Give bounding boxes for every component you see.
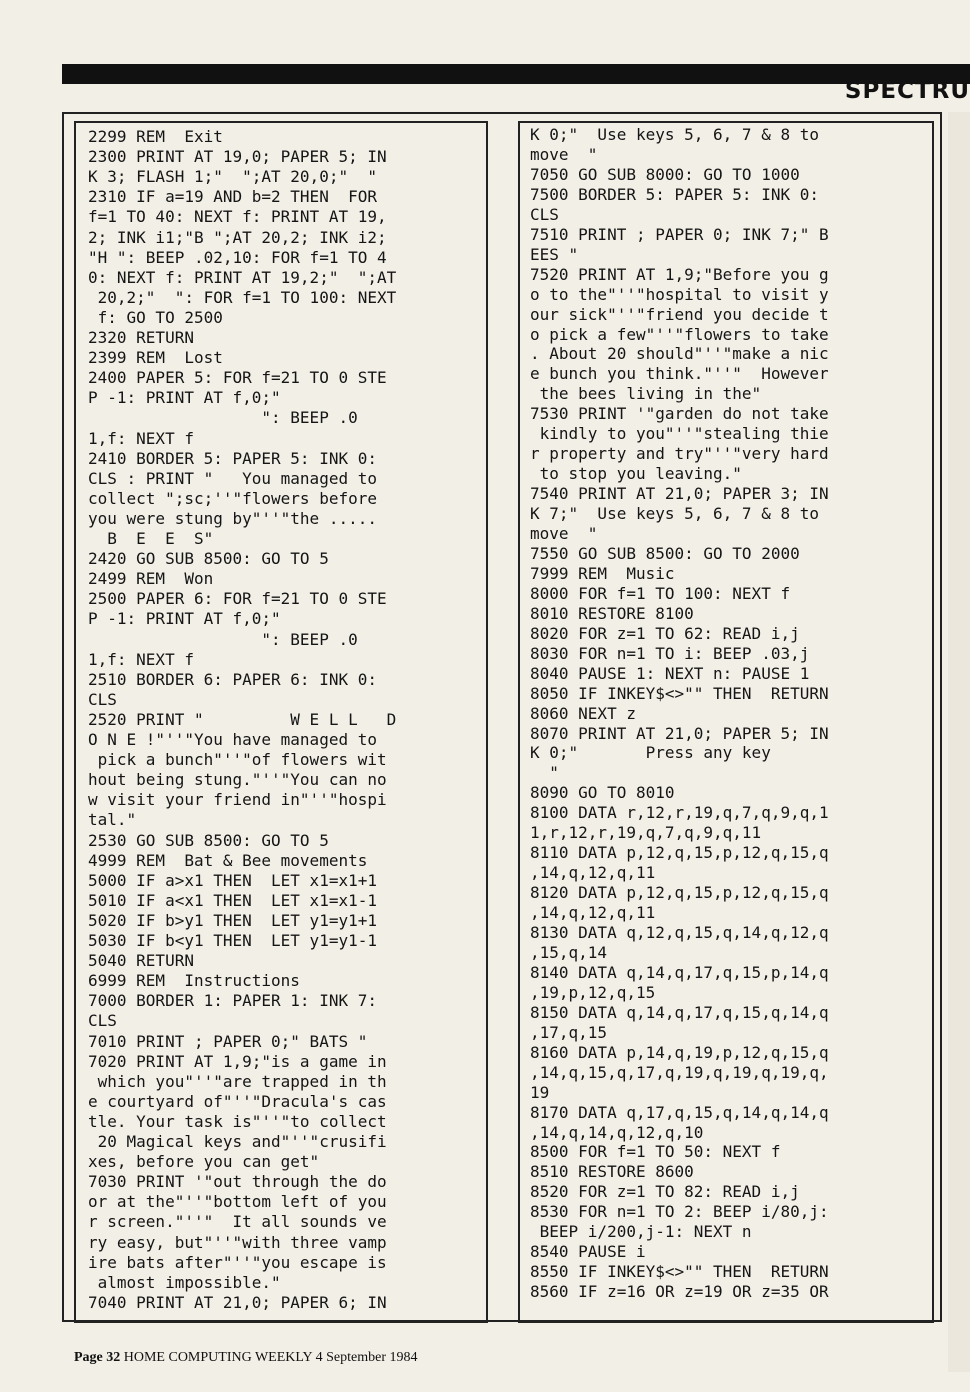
- code-line: tal.": [88, 810, 137, 830]
- code-line: 20 Magical keys and"''"crusifi: [88, 1132, 387, 1151]
- code-line: K 0;" Press any key: [530, 743, 771, 763]
- code-line: ry easy, but"''"with three vamp: [88, 1232, 387, 1252]
- code-line: 5040 RETURN: [88, 951, 194, 971]
- code-line: move ": [530, 144, 598, 164]
- page-number: Page 32: [74, 1350, 121, 1365]
- section-title: SPECTRU: [844, 78, 970, 104]
- code-line: to stop you leaving.": [530, 464, 742, 484]
- code-line: 2410 BORDER 5: PAPER 5: INK 0:: [88, 448, 377, 468]
- code-line: "H ": BEEP .02,10: FOR f=1 TO 4: [88, 247, 387, 267]
- code-line: ": BEEP .0: [88, 629, 358, 649]
- code-line: . About 20 should"''"make a nic: [530, 344, 829, 364]
- code-line: 2500 PAPER 6: FOR f=21 TO 0 STE: [88, 589, 387, 609]
- header-rule: [62, 64, 970, 84]
- code-line: 8040 PAUSE 1: NEXT n: PAUSE 1: [530, 663, 810, 683]
- code-line: BEEP i/200,j-1: NEXT n: [530, 1222, 752, 1242]
- code-line: ire bats after"''"you escape is: [88, 1252, 387, 1272]
- code-line: 7040 PRINT AT 21,0; PAPER 6; IN: [88, 1292, 387, 1312]
- code-line: 8560 IF z=16 OR z=19 OR z=35 OR: [530, 1282, 829, 1302]
- code-line: EES ": [530, 244, 579, 264]
- code-line: 2420 GO SUB 8500: GO TO 5: [88, 549, 329, 569]
- code-line: 2399 REM Lost: [88, 348, 223, 368]
- code-line: 2530 GO SUB 8500: GO TO 5: [88, 830, 329, 850]
- code-line: K 7;" Use keys 5, 6, 7 & 8 to: [530, 504, 819, 524]
- code-line: 7510 PRINT ; PAPER 0; INK 7;" B: [530, 224, 829, 244]
- code-line: 2310 IF a=19 AND b=2 THEN FOR: [88, 187, 377, 207]
- code-line: 8540 PAUSE i: [530, 1242, 646, 1262]
- code-line: 0: NEXT f: PRINT AT 19,2;" ";AT: [88, 267, 397, 287]
- code-line: 8030 FOR n=1 TO i: BEEP .03,j: [530, 643, 810, 663]
- code-line: O N E !"''"You have managed to: [88, 730, 377, 749]
- code-line: P -1: PRINT AT f,0;": [88, 388, 281, 408]
- code-line: 1,f: NEXT f: [88, 428, 194, 448]
- code-line: 5030 IF b<y1 THEN LET y1=y1-1: [88, 931, 377, 950]
- listing-column-left: [74, 121, 488, 1323]
- code-line: 8050 IF INKEY$<>"" THEN RETURN: [530, 683, 829, 703]
- code-line: r screen."''" It all sounds ve: [88, 1212, 387, 1232]
- code-line: ,19,p,12,q,15: [530, 982, 656, 1002]
- code-line: 8530 FOR n=1 TO 2: BEEP i/80,j:: [530, 1202, 829, 1222]
- code-line: 7520 PRINT AT 1,9;"Before you g: [530, 264, 829, 284]
- code-line: ,14,q,12,q,11: [530, 903, 656, 923]
- code-line: move ": [530, 524, 598, 543]
- code-line: 7540 PRINT AT 21,0; PAPER 3; IN: [530, 484, 829, 504]
- code-line: 7050 GO SUB 8000: GO TO 1000: [530, 164, 800, 184]
- code-line: P -1: PRINT AT f,0;": [88, 609, 281, 629]
- code-line: you were stung by"''"the .....: [88, 508, 377, 528]
- code-line: 1,r,12,r,19,q,7,q,9,q,11: [530, 823, 762, 843]
- code-line: ,15,q,14: [530, 942, 608, 962]
- listing-column-right: [518, 121, 934, 1323]
- code-line: e bunch you think."''" However: [530, 364, 829, 384]
- code-line: 7010 PRINT ; PAPER 0;" BATS ": [88, 1031, 368, 1051]
- code-line: 2300 PRINT AT 19,0; PAPER 5; IN: [88, 147, 387, 167]
- code-line: 4999 REM Bat & Bee movements: [88, 850, 368, 870]
- code-line: 2400 PAPER 5: FOR f=21 TO 0 STE: [88, 368, 387, 388]
- code-line: f=1 TO 40: NEXT f: PRINT AT 19,: [88, 207, 387, 227]
- code-line: CLS: [530, 204, 559, 224]
- code-line: hout being stung."''"You can no: [88, 770, 387, 790]
- code-line: almost impossible.": [88, 1272, 281, 1292]
- code-line: 8520 FOR z=1 TO 82: READ i,j: [530, 1182, 800, 1202]
- code-line: 8510 RESTORE 8600: [530, 1162, 694, 1182]
- code-line: 2; INK i1;"B ";AT 20,2; INK i2;: [88, 227, 387, 247]
- code-line: 8020 FOR z=1 TO 62: READ i,j: [530, 623, 800, 643]
- code-line: 5000 IF a>x1 THEN LET x1=x1+1: [88, 870, 377, 890]
- code-line: xes, before you can get": [88, 1152, 320, 1172]
- code-line: 8100 DATA r,12,r,19,q,7,q,9,q,1: [530, 803, 829, 823]
- code-line: 8110 DATA p,12,q,15,p,12,q,15,q: [530, 843, 829, 863]
- code-line: CLS: [88, 689, 117, 709]
- code-line: 19: [530, 1082, 550, 1102]
- code-line: ,14,q,14,q,12,q,10: [530, 1122, 704, 1142]
- code-line: 8130 DATA q,12,q,15,q,14,q,12,q: [530, 923, 829, 942]
- code-line: 7020 PRINT AT 1,9;"is a game in: [88, 1051, 387, 1071]
- code-line: 8500 FOR f=1 TO 50: NEXT f: [530, 1142, 781, 1162]
- code-line: ": BEEP .0: [88, 408, 358, 428]
- code-line: our sick"''"friend you decide t: [530, 304, 829, 324]
- code-line: 8150 DATA q,14,q,17,q,15,q,14,q: [530, 1002, 829, 1022]
- code-line: 8170 DATA q,17,q,15,q,14,q,14,q: [530, 1102, 829, 1122]
- code-line: pick a bunch"''"of flowers wit: [88, 750, 387, 770]
- code-line: 6999 REM Instructions: [88, 971, 300, 991]
- code-line: 2520 PRINT " W E L L D: [88, 709, 397, 729]
- code-line: 8550 IF INKEY$<>"" THEN RETURN: [530, 1262, 829, 1282]
- code-line: 8070 PRINT AT 21,0; PAPER 5; IN: [530, 723, 829, 743]
- code-line: f: GO TO 2500: [88, 307, 223, 327]
- adjacent-page-edge: [948, 112, 970, 1372]
- code-line: 7530 PRINT '"garden do not take: [530, 404, 829, 424]
- code-line: 2510 BORDER 6: PAPER 6: INK 0:: [88, 669, 377, 689]
- code-line: CLS: [88, 1011, 117, 1031]
- code-line: 8010 RESTORE 8100: [530, 603, 694, 623]
- publication-line: HOME COMPUTING WEEKLY 4 September 1984: [123, 1350, 418, 1365]
- code-line: K 0;" Use keys 5, 6, 7 & 8 to: [530, 125, 819, 144]
- code-line: ,14,q,15,q,17,q,19,q,19,q,19,q,: [530, 1062, 829, 1082]
- code-line: 7550 GO SUB 8500: GO TO 2000: [530, 543, 800, 563]
- code-line: w visit your friend in"''"hospi: [88, 790, 387, 810]
- code-line: 7000 BORDER 1: PAPER 1: INK 7:: [88, 991, 377, 1011]
- code-line: 8000 FOR f=1 TO 100: NEXT f: [530, 583, 791, 603]
- code-line: 7999 REM Music: [530, 563, 675, 583]
- code-line: ,14,q,12,q,11: [530, 863, 656, 883]
- code-line: 2499 REM Won: [88, 569, 214, 589]
- code-line: or at the"''"bottom left of you: [88, 1192, 387, 1212]
- code-line: 8060 NEXT z: [530, 703, 636, 723]
- code-line: which you"''"are trapped in th: [88, 1071, 387, 1091]
- code-line: e courtyard of"''"Dracula's cas: [88, 1091, 387, 1111]
- code-line: 5020 IF b>y1 THEN LET y1=y1+1: [88, 910, 377, 930]
- code-line: 2320 RETURN: [88, 328, 194, 347]
- code-line: tle. Your task is"''"to collect: [88, 1111, 387, 1131]
- code-line: 1,f: NEXT f: [88, 649, 194, 669]
- code-line: kindly to you"''"stealing thie: [530, 424, 829, 444]
- code-line: ,17,q,15: [530, 1022, 608, 1042]
- code-line: o pick a few"''"flowers to take: [530, 324, 829, 344]
- code-line: 5010 IF a<x1 THEN LET x1=x1-1: [88, 890, 377, 910]
- code-line: o to the"''"hospital to visit y: [530, 284, 829, 304]
- code-line: ": [530, 763, 559, 783]
- code-line: 7030 PRINT '"out through the do: [88, 1172, 387, 1192]
- code-line: 8160 DATA p,14,q,19,p,12,q,15,q: [530, 1042, 829, 1062]
- code-line: CLS : PRINT " You managed to: [88, 468, 377, 488]
- code-line: 7500 BORDER 5: PAPER 5: INK 0:: [530, 184, 819, 204]
- code-line: 2299 REM Exit: [88, 127, 223, 146]
- code-line: the bees living in the": [530, 384, 762, 404]
- code-line: 8140 DATA q,14,q,17,q,15,p,14,q: [530, 962, 829, 982]
- page-footer: [74, 1350, 418, 1366]
- code-line: 20,2;" ": FOR f=1 TO 100: NEXT: [88, 287, 397, 307]
- code-line: r property and try"''"very hard: [530, 444, 829, 464]
- code-line: K 3; FLASH 1;" ";AT 20,0;" ": [88, 167, 377, 187]
- code-line: 8090 GO TO 8010: [530, 783, 675, 803]
- code-line: B E E S": [88, 529, 214, 548]
- code-line: collect ";sc;''"flowers before: [88, 488, 377, 508]
- code-line: 8120 DATA p,12,q,15,p,12,q,15,q: [530, 883, 829, 903]
